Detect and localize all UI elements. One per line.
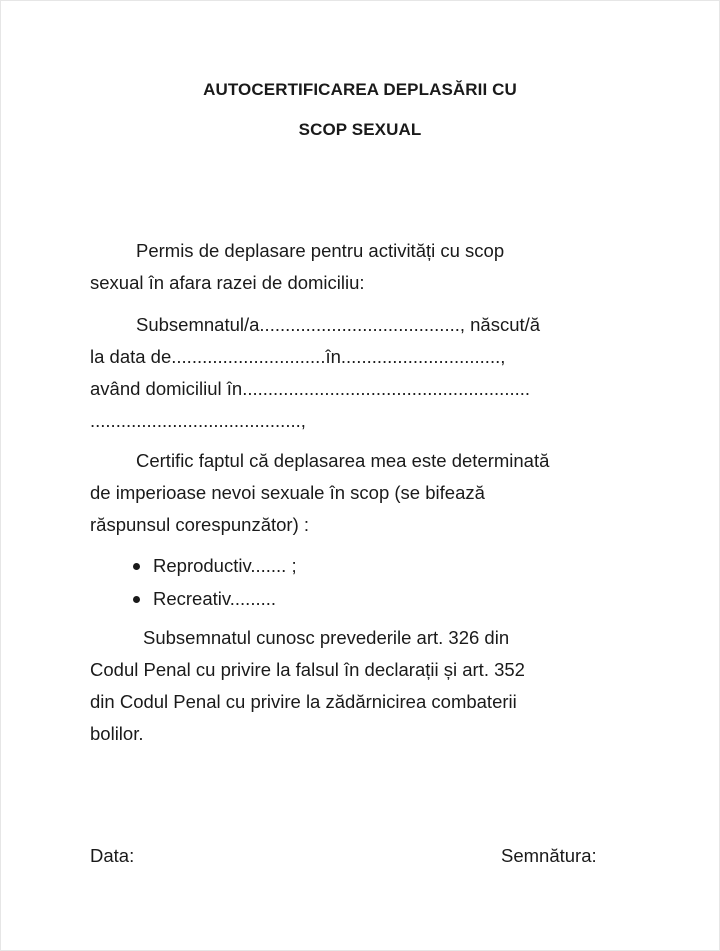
option-recreativ: [135, 588, 276, 610]
identity-line-2: la data de..............................în...............................,: [90, 346, 506, 367]
intro-line-1: Permis de deplasare pentru activități cu scop: [136, 240, 505, 261]
bullet-icon: [133, 563, 140, 570]
intro-line-2: sexual în afara razei de domiciliu:: [90, 272, 365, 293]
certify-line-1: Certific faptul că deplasarea mea este determinată: [136, 450, 550, 471]
document-title-line-2: SCOP SEXUAL: [298, 120, 422, 139]
certify-line-2: de imperioase nevoi sexuale în scop (se bifează: [90, 482, 485, 503]
law-line-4: bolilor.: [90, 723, 144, 744]
law-line-1: Subsemnatul cunosc prevederile art. 326 din: [143, 627, 510, 648]
document-title-line-1: AUTOCERTIFICAREA DEPLASĂRII CU: [203, 80, 517, 99]
law-line-2: Codul Penal cu privire la falsul în declarații și art. 352: [90, 659, 525, 680]
law-line-3: din Codul Penal cu privire la zădărnicirea combaterii: [90, 691, 517, 712]
identity-line-4: .........................................,: [90, 410, 306, 431]
signature-label: Semnătura:: [501, 845, 597, 866]
bullet-icon: [133, 596, 140, 603]
identity-line-3: având domiciliul în........................................................: [90, 378, 531, 399]
option-label: Recreativ.........: [153, 588, 277, 609]
identity-line-1: Subsemnatul/a......................................., născut/ă: [136, 314, 541, 335]
date-label: Data:: [90, 845, 135, 866]
option-label: Reproductiv....... ;: [153, 555, 297, 576]
certify-line-3: răspunsul corespunzător) :: [90, 514, 310, 535]
option-reproductiv: [135, 555, 297, 577]
